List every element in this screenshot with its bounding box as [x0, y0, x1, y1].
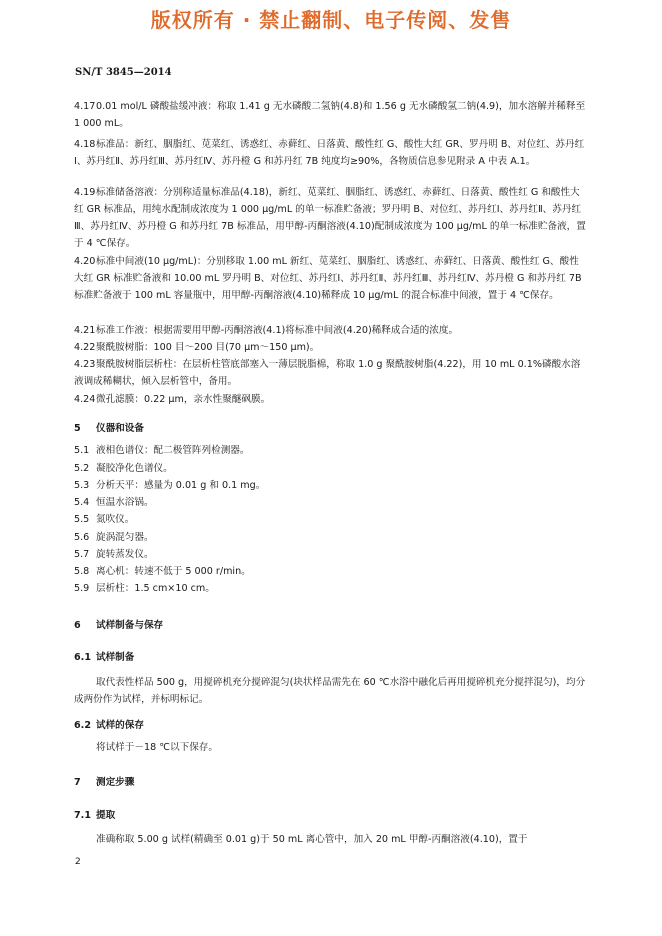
clause-4-19: 4.19标准储备溶液：分别称适量标准品(4.18)，新红、苋菜红、胭脂红、诱惑红、赤藓红、日落黄、酸性红 G 和酸性大红 GR 标准品，用纯水配制成浓度为 1 000 μg/mL 的单一标准贮备液；罗丹明 B、对位红、苏丹红Ⅰ、苏丹红Ⅱ、苏丹红Ⅲ、苏丹红Ⅳ、苏丹橙 G 和苏丹红 7B 标准品，用甲醇-丙酮溶液(4.10)配制成浓度为 100 μg/mL 的单一标准贮备液，置于 4 ℃保存。 — [74, 187, 586, 249]
watermark: 版权所有 · 禁止翻制、电子传阅、发售 — [150, 8, 512, 32]
section-6-1-heading: 6.1 试样制备 — [74, 652, 135, 663]
clause-4-21: 4.21标准工作液：根据需要用甲醇-丙酮溶液(4.1)将标准中间液(4.20)稀释成合适的浓度。 — [74, 325, 459, 336]
clause-4-17: 4.170.01 mol/L 磷酸盐缓冲液：称取 1.41 g 无水磷酸二氢钠(4.8)和 1.56 g 无水磷酸氢二钠(4.9)，加水溶解并稀释至 1 000 mL。 — [74, 101, 586, 129]
clause-4-22: 4.22聚酰胺树脂：100 目～200 目(70 μm～150 μm)。 — [74, 342, 320, 353]
item-5-8: 5.8 离心机：转速不低于 5 000 r/min。 — [74, 566, 251, 577]
item-5-4: 5.4 恒温水浴锅。 — [74, 497, 154, 508]
item-5-9: 5.9 层析柱：1.5 cm×10 cm。 — [74, 583, 215, 594]
section-7-1-heading: 7.1 提取 — [74, 810, 116, 821]
item-5-7: 5.7 旋转蒸发仪。 — [74, 549, 154, 560]
clause-4-20: 4.20标准中间液(10 μg/mL)：分别移取 1.00 mL 新红、苋菜红、胭脂红、诱惑红、赤藓红、日落黄、酸性红 G、酸性大红 GR 标准贮备液和 10.00 mL 罗丹明 B、对位红、苏丹红Ⅰ、苏丹红Ⅱ、苏丹红Ⅲ、苏丹红Ⅳ、苏丹橙 G 和苏丹红 7B 标准贮备液于 100 mL 容量瓶中，用甲醇-丙酮溶液(4.10)稀释成 10 μg/mL 的混合标准中间液，置于 4 ℃保存。 — [74, 256, 582, 301]
item-5-2: 5.2 凝胶净化色谱仪。 — [74, 463, 173, 474]
standard-id: SN/T 3845—2014 — [75, 67, 172, 78]
section-6-1-text: 取代表性样品 500 g，用搅碎机充分搅碎混匀(块状样品需先在 60 ℃水浴中融化后再用搅碎机充分搅拌混匀)，均分成两份作为试样，并标明标记。 — [74, 677, 586, 705]
clause-4-23: 4.23聚酰胺树脂层析柱：在层析柱管底部塞入一薄层脱脂棉，称取 1.0 g 聚酰胺树脂(4.22)，用 10 mL 0.1%磷酸水溶液调成稀糊状，倾入层析管中，备用。 — [74, 359, 581, 387]
section-7-heading: 7 测定步骤 — [74, 777, 135, 788]
section-6-2-text: 将试样于－18 ℃以下保存。 — [96, 742, 218, 753]
item-5-1: 5.1 液相色谱仪：配二极管阵列检测器。 — [74, 445, 250, 456]
clause-4-24: 4.24微孔滤膜：0.22 μm，亲水性聚醚砜膜。 — [74, 394, 271, 405]
section-7-1-text: 准确称取 5.00 g 试样(精确至 0.01 g)于 50 mL 离心管中，加入 20 mL 甲醇-丙酮溶液(4.10)，置于 — [96, 834, 528, 845]
item-5-6: 5.6 旋涡混匀器。 — [74, 532, 154, 543]
item-5-5: 5.5 氮吹仪。 — [74, 514, 135, 525]
item-5-3: 5.3 分析天平：感量为 0.01 g 和 0.1 mg。 — [74, 480, 266, 491]
clause-4-18: 4.18标准品：新红、胭脂红、苋菜红、诱惑红、赤藓红、日落黄、酸性红 G、酸性大红 GR、罗丹明 B、对位红、苏丹红Ⅰ、苏丹红Ⅱ、苏丹红Ⅲ、苏丹红Ⅳ、苏丹橙 G 和苏丹红 7B 纯度均≥90%，各物质信息参见附录 A 中表 A.1。 — [74, 139, 585, 167]
section-6-heading: 6 试样制备与保存 — [74, 620, 164, 631]
section-5-heading: 5 仪器和设备 — [74, 423, 144, 434]
section-6-2-heading: 6.2 试样的保存 — [74, 720, 144, 731]
page-number: 2 — [75, 857, 81, 867]
